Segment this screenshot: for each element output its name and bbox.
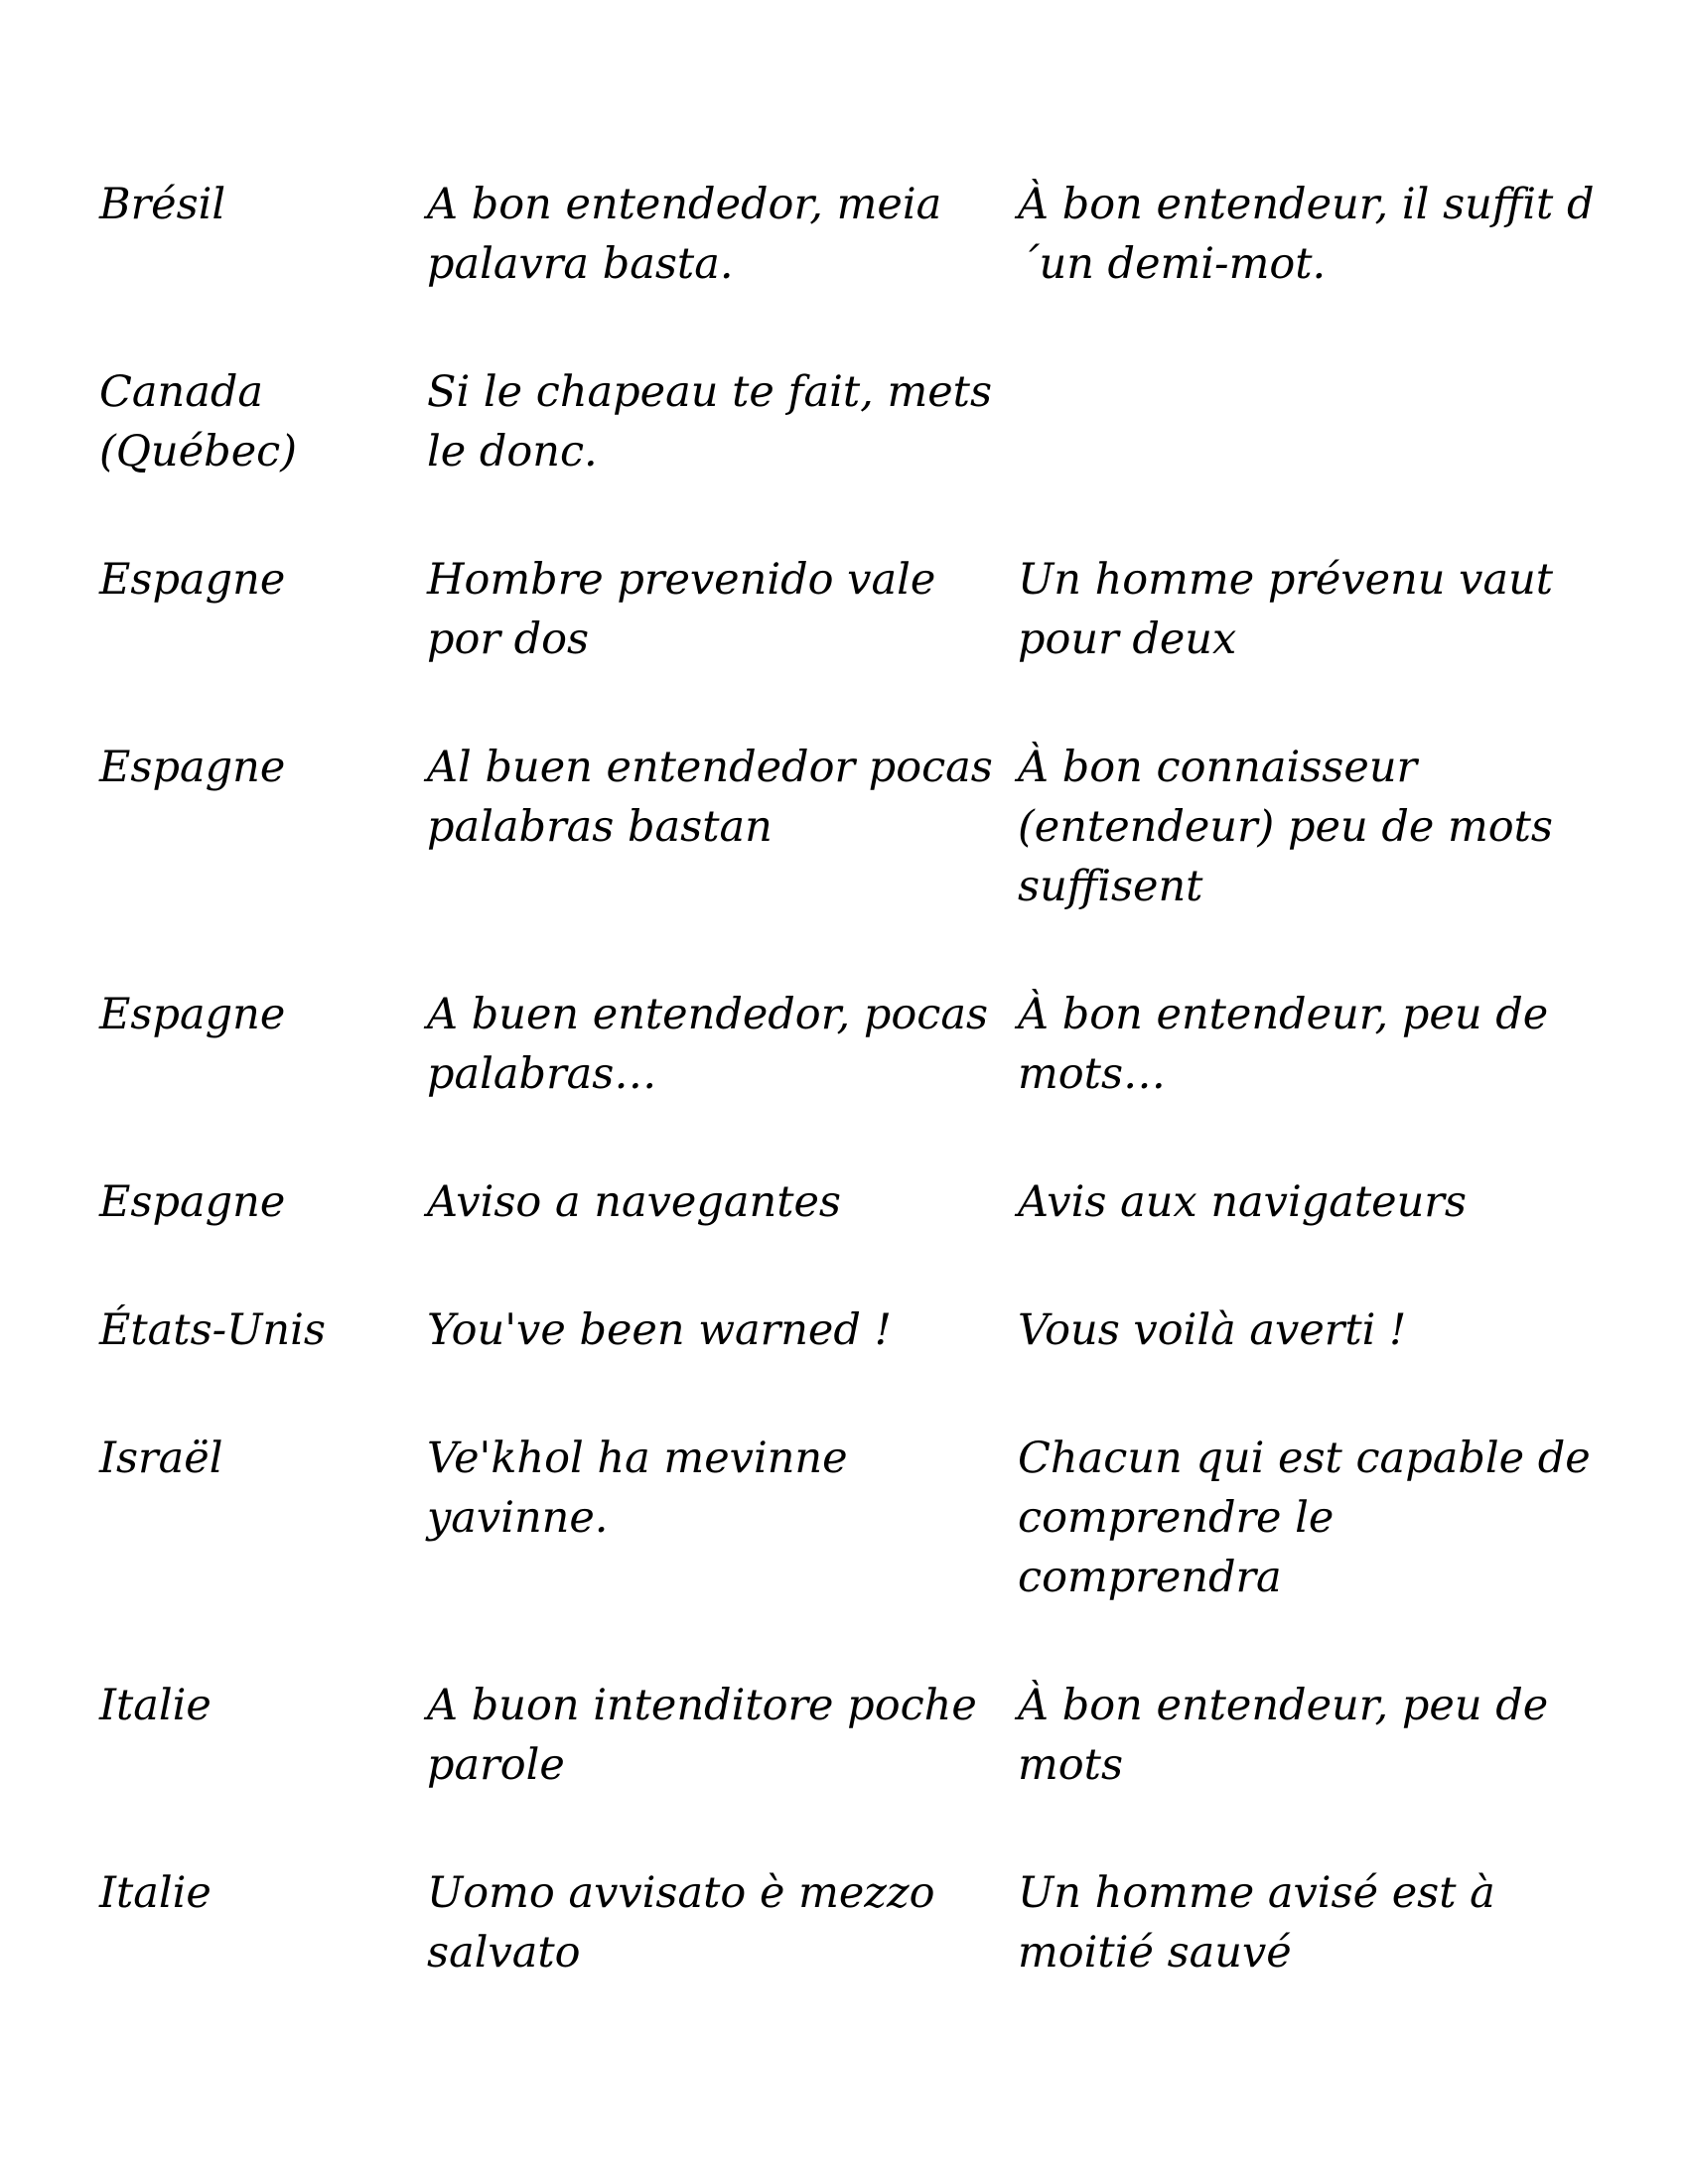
proverb-cell: Al buen entendedor pocas palabras bastan (427, 743, 993, 852)
translation-cell: À bon entendeur, il suffit d´un demi-mot. (1018, 180, 1595, 289)
translation-cell (1018, 362, 1609, 481)
proverb-cell: Uomo avvisato è mezzo salvato (427, 1868, 935, 1978)
table-row (99, 738, 1609, 916)
country-cell: Espagne (99, 990, 286, 1039)
proverb-cell: A buen entendedor, pocas palabras… (427, 990, 989, 1099)
country-cell: Israël (99, 1433, 223, 1483)
proverb-cell: Hombre prevenido vale por dos (427, 555, 936, 664)
translation-cell: Un homme prévenu vaut pour deux (1018, 555, 1554, 664)
country-cell: Espagne (99, 743, 286, 792)
table-row (99, 1676, 1609, 1795)
country-cell: Brésil (99, 180, 226, 229)
proverb-cell: You've been warned ! (427, 1305, 892, 1355)
translation-cell: Un homme avisé est à moitié sauvé (1018, 1868, 1495, 1978)
table-row (99, 550, 1609, 669)
country-cell: Canada (Québec) (99, 367, 298, 477)
table-row (99, 985, 1609, 1104)
country-cell: Italie (99, 1868, 211, 1918)
proverb-table (99, 175, 1609, 2051)
translation-cell: À bon connaisseur (entendeur) peu de mots suffisent (1018, 743, 1553, 911)
table-row (99, 175, 1609, 294)
country-cell: Espagne (99, 1177, 286, 1227)
country-cell: États-Unis (99, 1305, 326, 1355)
proverb-cell: Ve'khol ha mevinne yavinne. (427, 1433, 848, 1543)
proverb-cell: Aviso a navegantes (427, 1177, 842, 1227)
table-row (99, 1172, 1609, 1232)
table-row (99, 1300, 1609, 1360)
table-row (99, 362, 1609, 481)
translation-cell: À bon entendeur, peu de mots… (1018, 990, 1549, 1099)
country-cell: Espagne (99, 555, 286, 605)
table-row (99, 1429, 1609, 1607)
proverb-cell: A bon entendedor, meia palavra basta. (427, 180, 942, 289)
table-row (99, 1863, 1609, 1982)
proverb-cell: A buon intenditore poche parole (427, 1681, 977, 1790)
translation-cell: Avis aux navigateurs (1018, 1177, 1467, 1227)
translation-cell: À bon entendeur, peu de mots (1018, 1681, 1549, 1790)
proverb-cell: Si le chapeau te fait, mets le donc. (427, 367, 993, 477)
country-cell: Italie (99, 1681, 211, 1730)
translation-cell: Chacun qui est capable de comprendre le comprendra (1018, 1433, 1591, 1602)
translation-cell: Vous voilà averti ! (1018, 1305, 1407, 1355)
